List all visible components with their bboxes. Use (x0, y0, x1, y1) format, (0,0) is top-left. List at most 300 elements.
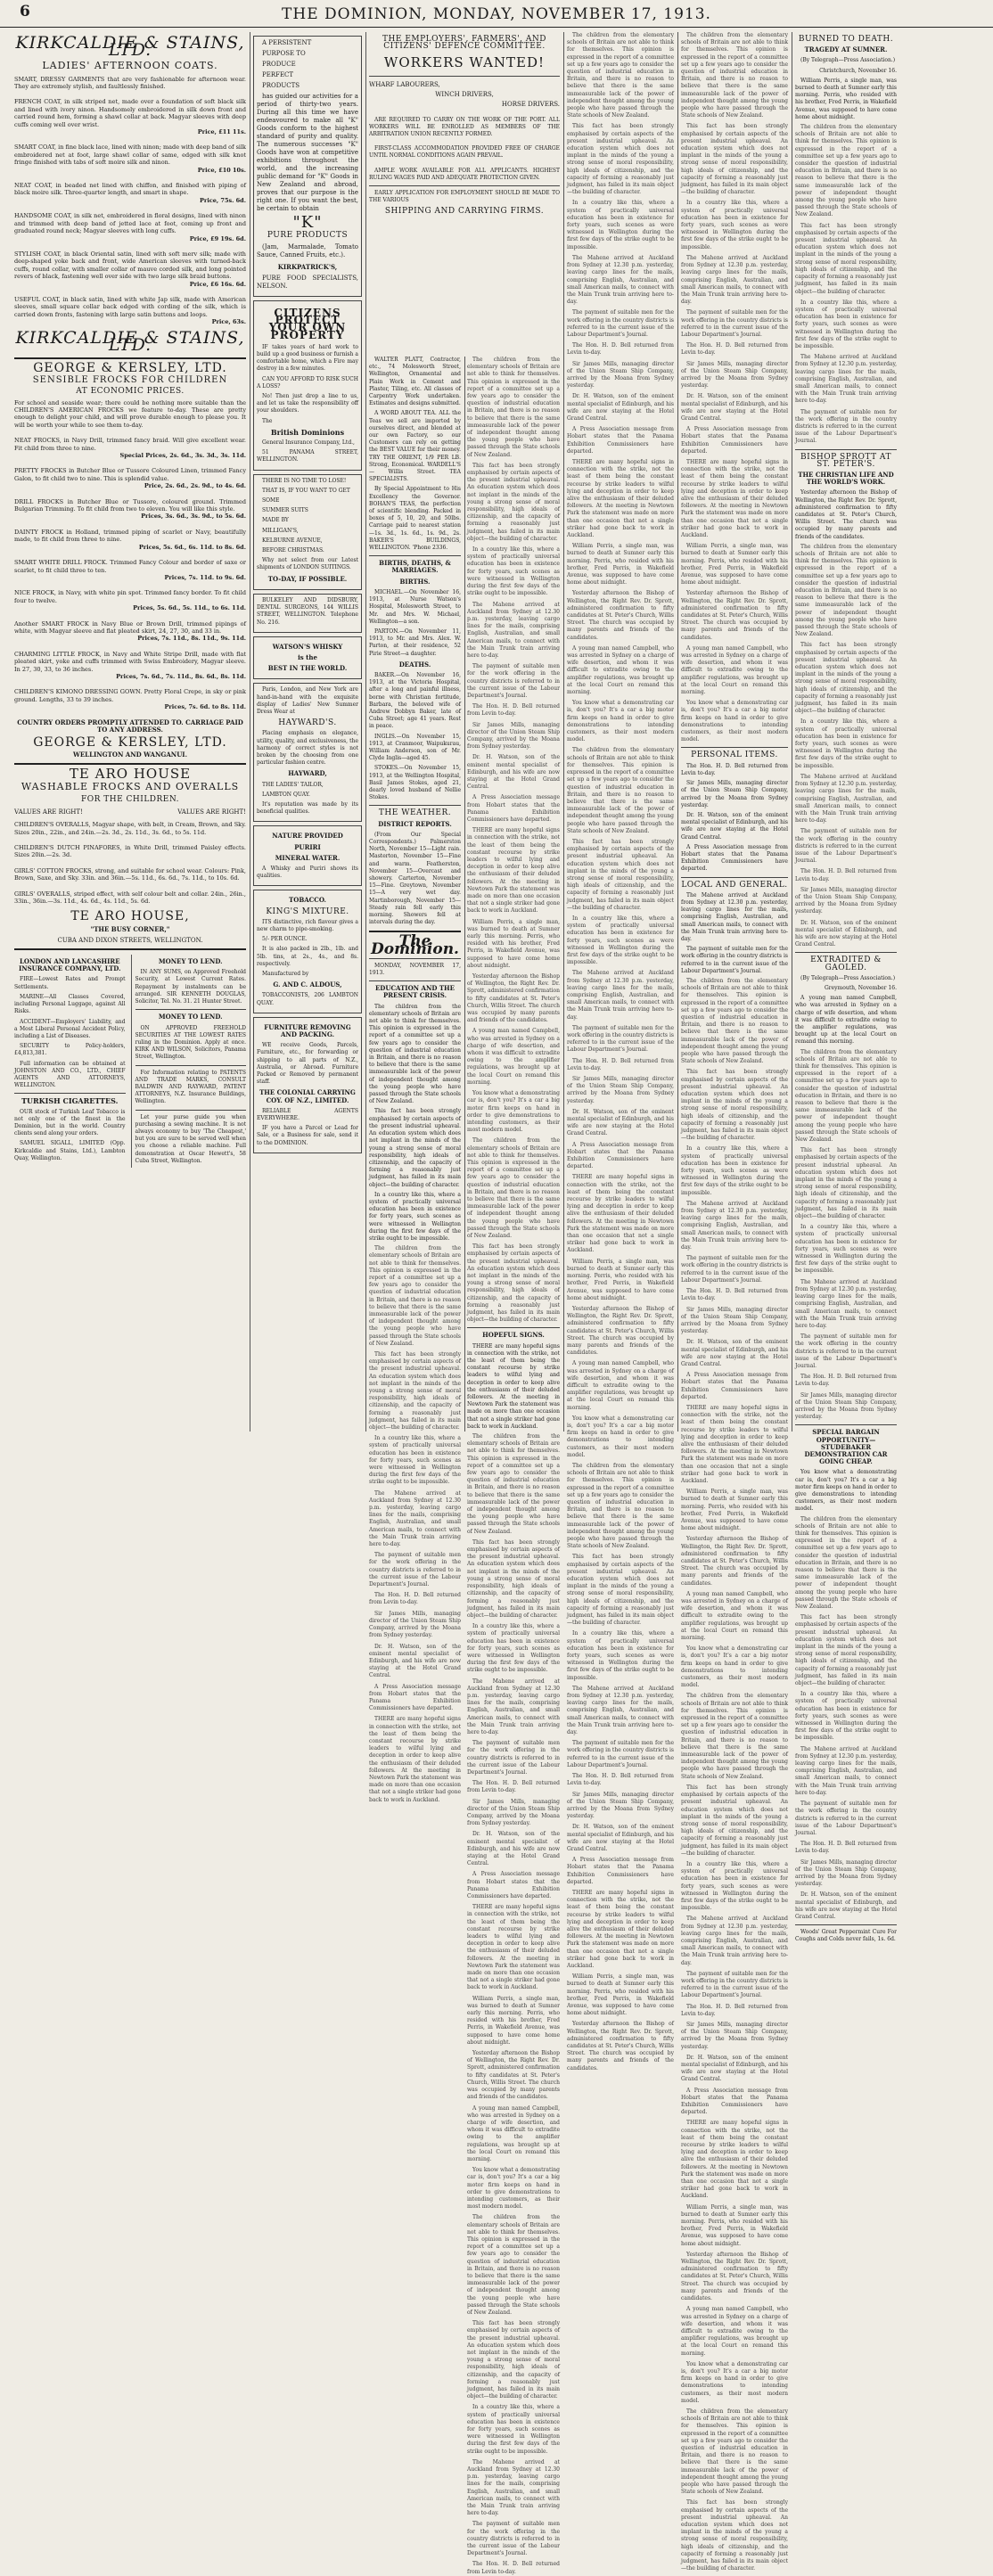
money-ad-text: ON APPROVED FREEHOLD SECURITIES AT THE LOWEST RATES ruling in the Dominion. Apply at once. KIRK AND WILSON, Solicitors, Panama Street, Wellington. (135, 1024, 246, 1061)
column-rule (563, 32, 564, 1432)
body-text: The Hon. H. D. Bell returned from Levin to-day. (681, 2003, 788, 2017)
kpure-intro-line: A PERSISTENT (262, 39, 312, 46)
coat-item-text: USEFUL COAT, in black satin, lined with white Jap silk, made with American sleeves, small square collar back edged with cording of the silk, which is carried down fronts, fastening with large satin buttons and loops. (14, 295, 246, 318)
tobacco-price: 5/- PER OUNCE. (262, 936, 308, 943)
editorial-title: EDUCATION AND THE PRESENT CRISIS. (374, 984, 455, 1000)
body-text: The Mahene arrived at Auckland from Sydney at 12.30 p.m. yesterday, leaving cargo lines for the mails, comprising English, Australian, and small American mails, to connect with the Main Trunk train arriving here to-day. (795, 773, 897, 824)
burned-title: BURNED TO DEATH. (798, 35, 894, 44)
frock-item (14, 559, 246, 581)
committee-heading: WORKERS WANTED! (383, 54, 546, 71)
hopeful-text: THERE are many hopeful signs in connection with the strike, not the least of them being the constant recourse by strike leaders to wilful lying and deception in order to keep alive the enthusiasm of their deluded followers. At the meeting in Newtown Park the statement was made on more than one occasion that not a single striker had gone back to work in Auckland. (467, 1342, 560, 1430)
body-text: In a country like this, where a system of practically universal education has been in existence for forty years, such scenes as were witnessed in Wellington during the first few days of the strike ought to be impossible. (681, 1145, 788, 1196)
body-text: THERE are many hopeful signs in connection with the strike, not the least of them being the constant recourse by strike leaders to wilful lying and deception in order to keep alive the enthusiasm of their deluded followers. At the meeting in Newtown Park the statement was made on more than one occasion that not a single striker had gone back to work in Auckland. (567, 458, 674, 538)
body-text: The Hon. H. D. Bell returned from Levin to-day. (567, 1057, 674, 1071)
coat-item-price: Price, 75s. 6d. (200, 196, 246, 204)
body-text: A Press Association message from Hobart states that the Panama Exhibition Commissioners have departed. (467, 794, 560, 823)
personal-item: Dr. H. Watson, son of the eminent mental specialist of Edinburgh, and his wife are now staying at the Hotel Grand Central. (681, 811, 788, 841)
body-text: The Hon. H. D. Bell returned from Levin to-day. (369, 1592, 461, 1606)
committee-footer: SHIPPING AND CARRYING FIRMS. (384, 207, 545, 217)
frock-item-price: Prices, 7s. 6d. to 8s. 11d. (164, 703, 246, 711)
body-text: Dr. H. Watson, son of the eminent mental specialist of Edinburgh, and his wife are now staying at the Hotel Grand Central. (467, 754, 560, 791)
tobacco-maker: Manufactured by (262, 971, 309, 977)
personal-item: Sir James Mills, managing director of the Union Steam Ship Company, arrived by the Moana from Sydney yesterday. (681, 780, 788, 808)
milligan-footer: TO-DAY, IF POSSIBLE. (267, 574, 348, 583)
bishop-text: Yesterday afternoon the Bishop of Wellington, the Right Rev. Dr. Sprott, administered confirmation to fifty candidates at St. Peter's Church, Willis Street. The church was occupied by many parents and friends of the candidates. (795, 489, 897, 540)
death-notice: INGLIS.—On November 15, 1913, at Cranmoor, Waipukurau, William Anderson, son of Mr. Clyde Inglis—aged 45. (369, 733, 461, 762)
body-text: The Mahene arrived at Auckland from Sydney at 12.30 p.m. yesterday, leaving cargo lines for the mails, comprising English, Australian, and small American mails, to connect with the Main Trunk train arriving here to-day. (567, 254, 674, 306)
birth-notice: PARTON.—On November 11, 1913, to Mr. and Mrs. Alex. W. Parton, at their residence, 52 Pirie Street—a daughter. (369, 628, 461, 657)
body-text: In a country like this, where a system of practically universal education has been in existence for forty years, such scenes as were witnessed in Wellington during the first few days of the strike ought to be impossible. (467, 2404, 560, 2455)
tobacco-address: TOBACCONISTS, 206 LAMBTON QUAY. (257, 992, 358, 1006)
frock-item (14, 620, 246, 643)
body-text: In a country like this, where a system of practically universal education has been in existence for forty years, such scenes as were witnessed in Wellington during the first few days of the strike ought to be impossible. (567, 915, 674, 966)
body-text: William Perris, a single man, was burned to death at Sumner early this morning. Perris, who resided with his brother, Fred Perris, in Wakefield Avenue, was supposed to have come home about midnight. (467, 1995, 560, 2046)
money-ad-title: MONEY TO LEND. (158, 1013, 223, 1021)
body-text: A young man named Campbell, who was arrested in Sydney on a charge of wife desertion, and whom it was difficult to extradite owing to the amplifier regulations, was brought up at the local Court on remand this morning. (567, 1360, 674, 1411)
body-text: A young man named Campbell, who was arrested in Sydney on a charge of wife desertion, and whom it was difficult to extradite owing to the amplifier regulations, was brought up at the local Court on remand this morning. (567, 644, 674, 696)
george-kersley-items (14, 437, 246, 710)
body-text: Dr. H. Watson, son of the eminent mental specialist of Edinburgh, and his wife are now staying at the Hotel Grand Central. (567, 393, 674, 422)
body-text: A Press Association message from Hobart states that the Panama Exhibition Commissioners have departed. (567, 1857, 674, 1885)
frock-item-price: Prices, 5s. 6d., 5s. 11d., to 6s. 11d. (133, 604, 246, 612)
george-kersley-intro: For school and seaside wear; there could be nothing more suitable than the CHILDREN'S AMERICAN FROCKS we feature to-day. These are pretty enough to delight your child, and will prove durable enough to please you. It will be worth your while to see them to-day. (14, 398, 246, 429)
body-text: In a country like this, where a system of practically universal education has been in existence for forty years, such scenes as were witnessed in Wellington during the first few days of the strike ought to be impossible. (467, 546, 560, 597)
body-text: Dr. H. Watson, son of the eminent mental specialist of Edinburgh, and his wife are now staying at the Hotel Grand Central. (795, 1891, 897, 1920)
overall-item-text: GIRLS' COTTON FROCKS, strong, and suitable for school wear. Colours: Pink, Brown, Saxe, and Sky. 33in. and 36in.—5s. 11d., 6s. 6d., 7s. 11d., to 10s. 6d. (14, 866, 246, 882)
body-text: In a country like this, where a system of practically universal education has been in existence for forty years, such scenes as were witnessed in Wellington during the first few days of the strike ought to be impossible. (795, 1224, 897, 1275)
insurance-line: MARINE—All Classes Covered, including Personal Luggage, against All Risks. (14, 993, 126, 1015)
body-text: The children from the elementary schools of Britain are not able to think for themselves. This opinion is expressed in the report of a committee set up a few years ago to consider the question of industrial education in Britain, and there is no reason to believe that there is the same immeasurable lack of the power of independent thought among the young people who have passed through the State schools of New Zealand. (681, 977, 788, 1065)
body-text: The Hon. H. D. Bell returned from Levin to-day. (567, 1773, 674, 1787)
frock-item-price: Prices, 7s. 11d., 8s. 11d., 9s. 11d. (137, 635, 246, 643)
body-text: The Mahene arrived at Auckland from Sydney at 12.30 p.m. yesterday, leaving cargo lines for the mails, comprising English, Australian, and small American mails, to connect with the Main Trunk train arriving here to-day. (795, 1278, 897, 1329)
frock-item-text: PRETTY FROCKS in Butcher Blue or Tussore Coloured Linen, trimmed Fancy Galon, to fit child two to nine. This is splendid value. (14, 467, 246, 482)
body-text: The Mahene arrived at Auckland from Sydney at 12.30 p.m. yesterday, leaving cargo lines for the mails, comprising English, Australian, and small American mails, to connect with the Main Trunk train arriving here to-day. (795, 1745, 897, 1796)
body-text: Yesterday afternoon the Bishop of Wellington, the Right Rev. Dr. Sprott, administered confirmation to fifty candidates at St. Peter's Church, Willis Street. The church was occupied by many parents and friends of the candidates. (467, 2050, 560, 2101)
te-aro-items (14, 821, 246, 905)
frock-item-price: Prices, 3s. 6d., 3s. 9d., to 5s. 6d. (141, 513, 246, 521)
body-text: You know what a demonstrating car is, don't you? It's a car a big motor firm keeps on hand in order to give demonstrations to intending customers, as their most modern model. (567, 1415, 674, 1458)
body-text: Sir James Mills, managing director of the Union Steam Ship Company, arrived by the Moana from Sydney yesterday. (681, 2021, 788, 2050)
kirkcaldie-heading: LADIES' AFTERNOON COATS. (42, 60, 218, 72)
te-aro-address: CUBA AND DIXON STREETS, WELLINGTON. (57, 936, 203, 944)
frock-item-text: CHILDREN'S KIMONO DRESSING GOWN. Pretty Floral Crepe, in sky or pink ground. Lengths, 33 to 39 inches. (14, 688, 246, 703)
body-text: This fact has been strongly emphasised by certain aspects of the present industrial upheaval. An education system which does not implant in the minds of the young a strong sense of moral responsibility, high ideals of citizenship, and the capacity of forming a reasonably just judgment, has failed in its main object—the building of character. (681, 1784, 788, 1857)
body-text: The children from the elementary schools of Britain are not able to think for themselves. This opinion is expressed in the report of a committee set up a few years ago to consider the question of industrial education in Britain, and there is no reason to believe that there is the same immeasurable lack of the power of independent thought among the young people who have passed through the State schools of New Zealand. (369, 1245, 461, 1347)
committee-text2: FIRST-CLASS ACCOMMODATION PROVIDED FREE OF CHARGE UNTIL NORMAL CONDITIONS AGAIN PREVAIL. (369, 145, 560, 160)
body-text: THERE are many hopeful signs in connection with the strike, not the least of them being the constant recourse by strike leaders to wilful lying and deception in order to keep alive the enthusiasm of their deluded followers. At the meeting in Newtown Park the statement was made on more than one occasion that not a single striker had gone back to work in Auckland. (467, 827, 560, 915)
hayward-name: HAYWARD'S. (278, 718, 337, 728)
body-text: The payment of suitable men for the work offering in the country districts is referred to in the current issue of the Labour Department's Journal. (681, 309, 788, 338)
body-text: A young man named Campbell, who was arrested in Sydney on a charge of wife desertion, and whom it was difficult to extradite owing to the amplifier regulations, was brought up at the local Court on remand this morning. (681, 1590, 788, 1642)
milligan-lines (257, 478, 358, 555)
frock-item (14, 529, 246, 551)
george-kersley-brand: GEORGE & KERSLEY, LTD. (33, 360, 227, 375)
body-text: This fact has been strongly emphasised by certain aspects of the present industrial upheaval. An education system which does not implant in the minds of the young a strong sense of moral responsibility, high ideals of citizenship, and the capacity of forming a reasonably just judgment, has failed in its main object—the building of character. (795, 642, 897, 715)
hayward-text: Placing emphasis on elegance, utility, quality, and exclusiveness, the harmony of correct styles is not broken by the choosing from one particular fashion centre. (257, 730, 358, 767)
committee-text1: ARE REQUIRED TO CARRY ON THE WORK OF THE PORT. ALL WORKERS WILL BE ENROLLED AS MEMBERS OF THE ARBITRATION UNION RECENTLY FORMED. (369, 116, 560, 138)
milligan-line: MILLIGAN'S, (262, 527, 299, 534)
overall-item-text: GIRLS' OVERALLS, striped effect, with self colour belt and collar. 24in., 26in., 33in., 36in.—3s. 11d., 4s. 6d., 4s. 11d., 5s. 6d. (14, 890, 246, 906)
body-text: The payment of suitable men for the work offering in the country districts is referred to in the current issue of the Labour Department's Journal. (467, 2521, 560, 2557)
body-text: The Mahene arrived at Auckland from Sydney at 12.30 p.m. yesterday, leaving cargo lines for the mails, comprising English, Australian, and small American mails, to connect with the Main Trunk train arriving here to-day. (681, 1916, 788, 1966)
body-text: Dr. H. Watson, son of the eminent mental specialist of Edinburgh, and his wife are now staying at the Hotel Grand Central. (681, 1339, 788, 1367)
citizens-question: CAN YOU AFFORD TO RISK SUCH A LOSS? (257, 375, 358, 390)
removing-company: THE COLONIAL CARRYING COY. OF N.Z., LIMITED. (259, 1088, 356, 1104)
body-text: The children from the elementary schools of Britain are not able to think for themselves. This opinion is expressed in the report of a committee set up a few years ago to consider the question of industrial education in Britain, and there is no reason to believe that there is the same immeasurable lack of the power of independent thought among the young people who have passed through the State schools of New Zealand. (467, 1433, 560, 1535)
money-ad-text: For Information relating to PATENTS AND TRADE MARKS, CONSULT BALDWIN AND RAYWARD, PATENT ATTORNEYS, N.Z. Insurance Buildings, Wellington. (135, 1069, 246, 1105)
frock-item-price: Prices, 7s. 6d., 7s. 11d., 8s. 6d., 8s. 11d. (116, 672, 246, 680)
coat-item-price: Price, £11 11s. (197, 128, 246, 136)
kpure-logo: "K" (292, 213, 323, 232)
body-text: THERE are many hopeful signs in connection with the strike, not the least of them being the constant recourse by strike leaders to wilful lying and deception in order to keep alive the enthusiasm of their deluded followers. At the meeting in Newtown Park the statement was made on more than one occasion that not a single striker had gone back to work in Auckland. (681, 2120, 788, 2200)
coat-item-text: FRENCH COAT, in silk striped net, made over a foundation of soft black silk and lined with ivory ninon. Handsomely embroidered in silk down front and carried round hem, forming a shawl collar at back. Magyar sleeves with deep cuffs coming well over wrist. (14, 98, 246, 128)
coat-item-text: HANDSOME COAT, in silk net, embroidered in floral designs, lined with ninon and trimmed with deep band of jetted lace at foot, coming up front and graduated round neck; Magyar sleeves with long cuffs. (14, 212, 246, 235)
sewing-ad: Let your purse guide you when purchasing a sewing machine. It is not always economy to buy 'The Cheapest,' but you are sure to be served well when you choose a reliable machine. Full demonstration at Oscar Hewett's, 58 Cuba Street, Wellington. (135, 1113, 246, 1164)
coat-item (14, 98, 246, 135)
body-text: THERE are many hopeful signs in connection with the strike, not the least of them being the constant recourse by strike leaders to wilful lying and deception in order to keep alive the enthusiasm of their deluded followers. At the meeting in Newtown Park the statement was made on more than one occasion that not a single striker had gone back to work in Auckland. (369, 1716, 461, 1803)
body-text: Sir James Mills, managing director of the Union Steam Ship Company, arrived by the Moana from Sydney yesterday. (567, 360, 674, 390)
body-text: The Mahene arrived at Auckland from Sydney at 12.30 p.m. yesterday, leaving cargo lines for the mails, comprising English, Australian, and small American mails, to connect with the Main Trunk train arriving here to-day. (681, 1200, 788, 1251)
body-text: Dr. H. Watson, son of the eminent mental specialist of Edinburgh, and his wife are now staying at the Hotel Grand Central. (567, 1824, 674, 1852)
removing-title: FURNITURE REMOVING AND PACKING. (264, 1022, 351, 1039)
body-text: The payment of suitable men for the work offering in the country districts is referred to in the current issue of the Labour Department's Journal. (369, 1552, 461, 1588)
insurance-title: LONDON AND LANCASHIRE INSURANCE COMPANY, LTD. (18, 957, 121, 973)
milligan-line: KELBURNE AVENUE, (262, 537, 323, 544)
body-text: The payment of suitable men for the work offering in the country districts is referred to in the current issue of the Labour Department's Journal. (795, 828, 897, 865)
coat-item-text: STYLISH COAT, in black Oriental satin, lined with soft merv silk; made with deep-shaped yoke back and front, wide American sleeves with turned-back cuffs, round collar, with smaller collar of mauve corded silk, and long pointed revers of black, fastening well over side with two large silk braid buttons. (14, 250, 246, 281)
death-notice: STOKES.—On November 15, 1913, at the Wellington Hospital, Basil James Stokes, aged 21, dearly loved husband of Nellie Stokes. (369, 765, 461, 801)
special-text: You know what a demonstrating car is, don't you? It's a car a big motor firm keeps on hand in order to give demonstrations to intending customers, as their most modern model. (795, 1469, 897, 1513)
te-aro-slogan: "THE BUSY CORNER," (90, 924, 170, 933)
body-text: Sir James Mills, managing director of the Union Steam Ship Company, arrived by the Moana from Sydney yesterday. (681, 360, 788, 390)
births-label: BIRTHS. (399, 577, 431, 586)
frock-item-text: SMART WHITE DRILL FROCK. Trimmed Fancy Colour and border of saxe or scarlet, to fit child three to ten. (14, 559, 246, 574)
body-text: The children from the elementary schools of Britain are not able to think for themselves. This opinion is expressed in the report of a committee set up a few years ago to consider the question of industrial education in Britain, and there is no reason to believe that there is the same immeasurable lack of the power of independent thought among the young people who have passed through the State schools of New Zealand. (567, 32, 674, 119)
body-text: In a country like this, where a system of practically universal education has been in existence for forty years, such scenes as were witnessed in Wellington during the first few days of the strike ought to be impossible. (567, 1630, 674, 1681)
insurance-lines (14, 976, 126, 1057)
overall-item-text: CHILDREN'S DUTCH PINAFORES, in White Drill, trimmed Paisley effects. Sizes 20in.—2s. 3d. (14, 844, 246, 859)
body-text: THERE are many hopeful signs in connection with the strike, not the least of them being the constant recourse by strike leaders to wilful lying and deception in order to keep alive the enthusiasm of their deluded followers. At the meeting in Newtown Park the statement was made on more than one occasion that not a single striker had gone back to work in Auckland. (681, 1404, 788, 1484)
tobacco-title: TOBACCO. (289, 896, 326, 905)
body-text: Sir James Mills, managing director of the Union Steam Ship Company, arrived by the Moana from Sydney yesterday. (681, 1306, 788, 1335)
body-text: A young man named Campbell, who was arrested in Sydney on a charge of wife desertion, and whom it was difficult to extradite owing to the amplifier regulations, was brought up at the local Court on remand this morning. (467, 1028, 560, 1086)
body-text: Yesterday afternoon the Bishop of Wellington, the Right Rev. Dr. Sprott, administered confirmation to fifty candidates at St. Peter's Church, Willis Street. The church was occupied by many parents and friends of the candidates. (567, 590, 674, 641)
citizens-address: 51 PANAMA STREET, WELLINGTON. (257, 449, 358, 464)
news-column (467, 357, 560, 2575)
news-column-3 (681, 32, 788, 2572)
citizens-title: CITIZENS PROTECT YOUR OWN PROPERTY (268, 307, 347, 341)
burned-byline: (By Telegraph—Press Association.) (800, 57, 896, 64)
body-text: William Perris, a single man, was burned to death at Sumner early this morning. Perris, who resided with his brother, Fred Perris, in Wakefield Avenue, was supposed to have come home about midnight. (681, 543, 788, 587)
te-aro-brand-footer: TE ARO HOUSE, (70, 909, 190, 924)
hayward-intro: Paris, London, and New York are hand-in-hand with the exquisite display of Ladies' New Summer Dress Wear at (257, 686, 358, 715)
peppermint-ad: Woods' Great Peppermint Cure For Coughs and Colds never fails, 1s. 6d. (795, 1929, 897, 1943)
body-text: Sir James Mills, managing director of the Union Steam Ship Company, arrived by the Moana from Sydney yesterday. (795, 1391, 897, 1421)
watsons-line: BEST IN THE WORLD. (267, 664, 348, 673)
body-text: A Press Association message from Hobart states that the Panama Exhibition Commissioners have departed. (567, 426, 674, 455)
body-text: The payment of suitable men for the work offering in the country districts is referred to in the current issue of the Labour Department's Journal. (795, 1333, 897, 1369)
body-text: A young man named Campbell, who was arrested in Sydney on a charge of wife desertion, and whom it was difficult to extradite owing to the amplifier regulations, was brought up at the local Court on remand this morning. (467, 2104, 560, 2162)
body-text: The payment of suitable men for the work offering in the country districts is referred to in the current issue of the Labour Department's Journal. (467, 663, 560, 699)
body-text: William Perris, a single man, was burned to death at Sumner early this morning. Perris, who resided with his brother, Fred Perris, in Wakefield Avenue, was supposed to have come home about midnight. (467, 918, 560, 969)
local-item: The Mahene arrived at Auckland from Sydney at 12.30 p.m. yesterday, leaving cargo lines for the mails, comprising English, Australian, and small American mails, to connect with the Main Trunk train arriving here to-day. (681, 891, 788, 942)
body-text: The payment of suitable men for the work offering in the country districts is referred to in the current issue of the Labour Department's Journal. (681, 1255, 788, 1284)
removing-note: IF you have a Parcel or Lead for Sale, or a Business for sale, send it to the DOMINION. (257, 1125, 358, 1146)
committee-text3: AMPLE WORK AVAILABLE FOR ALL APPLICANTS. HIGHEST RULING WAGES PAID AND ADEQUATE PROTECTION GIVEN. (369, 167, 560, 181)
george-kersley-locations: WELLINGTON AND WANGANUI. (72, 751, 188, 759)
watsons-line: WATSON'S WHISKY (272, 642, 343, 651)
frock-item-text: DAINTY FROCK in Holland, trimmed piping of scarlet or Navy, beautifully made, to fit child from three to nine. (14, 528, 246, 544)
puriri-line: PURIRI (294, 842, 321, 851)
body-text: The children from the elementary schools of Britain are not able to think for themselves. This opinion is expressed in the report of a committee set up a few years ago to consider the question of industrial education in Britain, and there is no reason to believe that there is the same immeasurable lack of the power of independent thought among the young people who have passed through the State schools of New Zealand. (795, 543, 897, 638)
overall-item (14, 844, 246, 859)
coat-item (14, 182, 246, 204)
hayward-tag: It's reputation was made by its beneficial qualities. (257, 800, 358, 816)
body-text: The children from the elementary schools of Britain are not able to think for themselves. This opinion is expressed in the report of a committee set up a few years ago to consider the question of industrial education in Britain, and there is no reason to believe that there is the same immeasurable lack of the power of independent thought among the young people who have passed through the State schools of New Zealand. (567, 1462, 674, 1550)
milligan-line: SUMMER SUITS (262, 507, 308, 514)
coat-item-text: SMART, DRESSY GARMENTS that are very fashionable for afternoon wear. They are extremely stylish, and faultlessly finished. (14, 75, 246, 91)
body-text: In a country like this, where a system of practically universal education has been in existence for forty years, such scenes as were witnessed in Wellington during the first few days of the strike ought to be impossible. (681, 1860, 788, 1912)
divider (135, 1110, 247, 1111)
body-text: The Hon. H. D. Bell returned from Levin to-day. (467, 2561, 560, 2575)
coat-item-price: Price, £6 16s. 6d. (189, 280, 246, 288)
kpure-intro (257, 39, 358, 90)
body-text: In a country like this, where a system of practically universal education has been in existence for forty years, such scenes as were witnessed in Wellington during the first few days of the strike ought to be impossible. (795, 718, 897, 769)
george-kersley-brand-footer: GEORGE & KERSLEY, LTD. (33, 735, 227, 750)
editorial-paragraph: This fact has been strongly emphasised by certain aspects of the present industrial upheaval. An education system which does not implant in the minds of the young a strong sense of moral responsibility, high ideals of citizenship, and the capacity of forming a reasonably just judgment, has failed in its main object—the building of character. (369, 1108, 461, 1188)
puriri-ad (257, 833, 358, 862)
body-text: William Perris, a single man, was burned to death at Sumner early this morning. Perris, who resided with his brother, Fred Perris, in Wakefield Avenue, was supposed to have come home about midnight. (681, 2203, 788, 2247)
money-ad-text: IN ANY SUMS, on Approved Freehold Security, at Lowest Current Rates. Repayment by instalments can be arranged. SIR KENNETH DOUGLAS, Solicitor, Tel. No. 31. 21 Hunter Street. (135, 969, 246, 1005)
committee-sub1: WHARF LABOURERS, (369, 80, 440, 88)
body-text: The Mahene arrived at Auckland from Sydney at 12.30 p.m. yesterday, leaving cargo lines for the mails, comprising English, Australian, and small American mails, to connect with the Main Trunk train arriving here to-day. (567, 1685, 674, 1736)
body-text: In a country like this, where a system of practically universal education has been in existence for forty years, such scenes as were witnessed in Wellington during the first few days of the strike ought to be impossible. (795, 1691, 897, 1742)
body-text: The payment of suitable men for the work offering in the country districts is referred to in the current issue of the Labour Department's Journal. (567, 1024, 674, 1054)
body-text: William Perris, a single man, was burned to death at Sumner early this morning. Perris, who resided with his brother, Fred Perris, in Wakefield Avenue, was supposed to have come home about midnight. (567, 1973, 674, 2017)
weather-text: (From Our Special Correspondents.) Palmerston North, November 15—Light rain. Masterton, November 15—Fine and warm. Featherston, November 15—Overcast and showery. Carterton, November 15—Fine. Greytown, November 15—A very wet day. Martinborough, November 15—Steady rain fell early this morning. Showers fell at intervals during the day. (369, 831, 461, 926)
george-kersley-subheading: AT ECONOMIC PRICES. (76, 387, 185, 397)
puriri-text: A Whisky and Puriri shows its qualities. (257, 865, 358, 880)
body-text: The Mahene arrived at Auckland from Sydney at 12.30 p.m. yesterday, leaving cargo lines for the mails, comprising English, Australian, and small American mails, to connect with the Main Trunk train arriving here to-day. (567, 970, 674, 1021)
milligan-line: SOME (262, 497, 280, 505)
body-text: Sir James Mills, managing director of the Union Steam Ship Company, arrived by the Moana from Sydney yesterday. (795, 886, 897, 915)
body-text: A young man named Campbell, who was arrested in Sydney on a charge of wife desertion, and whom it was difficult to extradite owing to the amplifier regulations, was brought up at the local Court on remand this morning. (681, 644, 788, 696)
body-text: Dr. H. Watson, son of the eminent mental specialist of Edinburgh, and his wife are now staying at the Hotel Grand Central. (681, 393, 788, 422)
body-text: Dr. H. Watson, son of the eminent mental specialist of Edinburgh, and his wife are now staying at the Hotel Grand Central. (467, 1831, 560, 1867)
body-text: This fact has been strongly emphasised by certain aspects of the present industrial upheaval. An education system which does not implant in the minds of the young a strong sense of moral responsibility, high ideals of citizenship, and the capacity of forming a reasonably just judgment, has failed in its main object—the building of character. (467, 1243, 560, 1324)
column-rule (365, 32, 366, 1432)
citizens-company-sub: General Insurance Company, Ltd., (262, 439, 355, 447)
coat-item (14, 296, 246, 326)
frock-item (14, 467, 246, 489)
kpure-intro-line: PRODUCE (262, 61, 296, 68)
coat-item-price: Price, £9 19s. 6d. (189, 234, 246, 242)
turkish-text: OUR stock of Turkish Leaf Tobacco is not only one of the finest in the Dominion, but in the world. Country clients send along your orders. (14, 1108, 126, 1137)
body-text: You know what a demonstrating car is, don't you? It's a car a big motor firm keeps on hand in order to give demonstrations to intending customers, as their most modern model. (467, 2167, 560, 2211)
george-kersley-heading: SENSIBLE FROCKS FOR CHILDREN (32, 375, 228, 386)
classifieds-column (369, 357, 461, 1803)
body-text: The children from the elementary schools of Britain are not able to think for themselves. This opinion is expressed in the report of a committee set up a few years ago to consider the question of industrial education in Britain, and there is no reason to believe that there is the same immeasurable lack of the power of independent thought among the young people who have passed through the State schools of New Zealand. (467, 357, 560, 458)
body-text: The children from the elementary schools of Britain are not able to think for themselves. This opinion is expressed in the report of a committee set up a few years ago to consider the question of industrial education in Britain, and there is no reason to believe that there is the same immeasurable lack of the power of independent thought among the young people who have passed through the State schools of New Zealand. (567, 747, 674, 834)
weather-title: THE WEATHER. (378, 808, 452, 818)
masthead (0, 0, 993, 28)
dominion-flag-title: The Dominion. (371, 932, 459, 958)
committee-ad (369, 32, 560, 353)
body-text: The Hon. H. D. Bell returned from Levin to-day. (795, 1374, 897, 1388)
body-text: THERE are many hopeful signs in connection with the strike, not the least of them being the constant recourse by strike leaders to wilful lying and deception in order to keep alive the enthusiasm of their deluded followers. At the meeting in Newtown Park the statement was made on more than one occasion that not a single striker had gone back to work in Auckland. (567, 1174, 674, 1254)
burned-sub: TRAGEDY AT SUMNER. (804, 45, 888, 54)
body-text: THERE are many hopeful signs in connection with the strike, not the least of them being the constant recourse by strike leaders to wilful lying and deception in order to keep alive the enthusiasm of their deluded followers. At the meeting in Newtown Park the statement was made on more than one occasion that not a single striker had gone back to work in Auckland. (681, 458, 788, 538)
extradited-title: EXTRADITED & GAOLED. (810, 956, 882, 972)
body-text: You know what a demonstrating car is, don't you? It's a car a big motor firm keeps on hand in order to give demonstrations to intending customers, as their most modern model. (467, 1090, 560, 1134)
body-text: The Mahene arrived at Auckland from Sydney at 12.30 p.m. yesterday, leaving cargo lines for the mails, comprising English, Australian, and small American mails, to connect with the Main Trunk train arriving here to-day. (369, 1489, 461, 1548)
body-text: The Hon. H. D. Bell returned from Levin to-day. (567, 342, 674, 357)
country-orders-note: COUNTRY ORDERS PROMPTLY ATTENDED TO. CARRIAGE PAID TO ANY ADDRESS. (17, 718, 243, 734)
body-text: The Hon. H. D. Bell returned from Levin to-day. (467, 1780, 560, 1794)
frock-item-text: NEAT FROCKS, in Navy Drill, trimmed fancy braid. Will give excellent wear. Fit child from three to nine. (14, 437, 246, 452)
news-column-2 (567, 32, 674, 2071)
frock-item-text: CHARMING LITTLE FROCK, in Navy and White Stripe Drill, made with flat pleated skirt, yoke and cuffs trimmed with Swiss Embroidery, Magyar sleeve. In 27, 30, 33, to 36 inches. (14, 650, 246, 673)
body-text: Yesterday afternoon the Bishop of Wellington, the Right Rev. Dr. Sprott, administered confirmation to fifty candidates at St. Peter's Church, Willis Street. The church was occupied by many parents and friends of the candidates. (567, 1305, 674, 1357)
body-text: In a country like this, where a system of practically universal education has been in existence for forty years, such scenes as were witnessed in Wellington during the first few days of the strike ought to be impossible. (681, 200, 788, 250)
extradited-byline: (By Telegraph—Press Association.) (800, 974, 896, 981)
body-text: William Perris, a single man, was burned to death at Sumner early this morning. Perris, who resided with his brother, Fred Perris, in Wakefield Avenue, was supposed to have come home about midnight. (567, 1258, 674, 1301)
body-text: The children from the elementary schools of Britain are not able to think for themselves. This opinion is expressed in the report of a committee set up a few years ago to consider the question of industrial education in Britain, and there is no reason to believe that there is the same immeasurable lack of the power of independent thought among the young people who have passed through the State schools of New Zealand. (467, 1137, 560, 1239)
te-aro-left-tag: VALUES ARE RIGHT! (14, 808, 83, 816)
deaths-label: DEATHS. (398, 660, 431, 669)
divider (135, 1009, 247, 1010)
body-text: The Hon. H. D. Bell returned from Levin to-day. (467, 703, 560, 718)
page-number: 6 (20, 3, 30, 21)
body-text: Sir James Mills, managing director of the Union Steam Ship Company, arrived by the Moana from Sydney yesterday. (567, 1076, 674, 1104)
body-text: In a country like this, where a system of practically universal education has been in existence for forty years, such scenes as were witnessed in Wellington during the first few days of the strike ought to be impossible. (369, 1435, 461, 1486)
editorial-paragraph: In a country like this, where a system of practically universal education has been in existence for forty years, such scenes as were witnessed in Wellington during the first few days of the strike ought to be impossible. (369, 1191, 461, 1242)
body-text: A Press Association message from Hobart states that the Panama Exhibition Commissioners have departed. (369, 1683, 461, 1712)
watsons-line: is the (298, 652, 317, 661)
advertisements-column (14, 32, 246, 1435)
birth-notice: MICHAEL.—On November 16, 1913, at Nurse Watson's Hospital, Molesworth Street, to Mr. and Mrs. W. Michael, Wellington—a son. (369, 588, 461, 625)
body-text: The children from the elementary schools of Britain are not able to think for themselves. This opinion is expressed in the report of a committee set up a few years ago to consider the question of industrial education in Britain, and there is no reason to believe that there is the same immeasurable lack of the power of independent thought among the young people who have passed through the State schools of New Zealand. (681, 1693, 788, 1780)
body-text: The payment of suitable men for the work offering in the country districts is referred to in the current issue of the Labour Department's Journal. (795, 408, 897, 445)
body-text: Sir James Mills, managing director of the Union Steam Ship Company, arrived by the Moana from Sydney yesterday. (467, 721, 560, 751)
body-text: The Mahene arrived at Auckland from Sydney at 12.30 p.m. yesterday, leaving cargo lines for the mails, comprising English, Australian, and small American mails, to connect with the Main Trunk train arriving here to-day. (467, 2458, 560, 2517)
coat-item-text: SMART COAT, in fine black lace, lined with ninon; made with deep band of silk embroidered net at foot, large shawl collar of same, edged with silk knot fringe finished with tabs of soft moire silk and ninon. (14, 144, 246, 167)
frock-item-text: Another SMART FROCK in Navy Blue or Brown Drill, trimmed pipings of white, with Magyar sleeve and flat pleated skirt, 24, 27, 30, and 33 in. (14, 619, 246, 635)
citizens-the: The (262, 417, 273, 424)
body-text: The payment of suitable men for the work offering in the country districts is referred to in the current issue of the Labour Department's Journal. (567, 1740, 674, 1768)
body-text: This fact has been strongly emphasised by certain aspects of the present industrial upheaval. An education system which does not implant in the minds of the young a strong sense of moral responsibility, high ideals of citizenship, and the capacity of forming a reasonably just judgment, has failed in its main object—the building of character. (567, 123, 674, 196)
removing-text: WE receive Goods, Parcels, Furniture, etc., for forwarding or shipping to all parts of N.Z., Australia, or Abroad. Furniture Packed or Removed by permanent staff. (257, 1042, 358, 1086)
body-text: This fact has been strongly emphasised by certain aspects of the present industrial upheaval. An education system which does not implant in the minds of the young a strong sense of moral responsibility, high ideals of citizenship, and the capacity of forming a reasonably just judgment, has failed in its main object—the building of character. (681, 2499, 788, 2572)
body-text: This fact has been strongly emphasised by certain aspects of the present industrial upheaval. An education system which does not implant in the minds of the young a strong sense of moral responsibility, high ideals of citizenship, and the capacity of forming a reasonably just judgment, has failed in its main object—the building of character. (567, 1554, 674, 1627)
body-text: Yesterday afternoon the Bishop of Wellington, the Right Rev. Dr. Sprott, administered confirmation to fifty candidates at St. Peter's Church, Willis Street. The church was occupied by many parents and friends of the candidates. (681, 2251, 788, 2302)
personal-item: The Hon. H. D. Bell returned from Levin to-day. (681, 762, 788, 776)
small-ad: By Special Appointment to His Excellency the Governor. BOHAN'S TEAS, the perfection of scientific blending. Packed in boxes of 5, 10, 20, and 50lbs. Carriage paid to nearest station—1s. 3d., 1s. 6d., 1s. 9d., 2s. BAKER'S BUILDINGS, WELLINGTON. 'Phone 2336. (369, 486, 461, 552)
body-text: A Press Association message from Hobart states that the Panama Exhibition Commissioners have departed. (567, 1141, 674, 1170)
body-text: William Perris, a single man, was burned to death at Sumner early this morning. Perris, who resided with his brother, Fred Perris, in Wakefield Avenue, was supposed to have come home about midnight. (681, 1489, 788, 1532)
kpure-company: KIRKPATRICK'S, (277, 263, 338, 271)
hayward-footer2: THE LADIES' TAILOR, (262, 781, 324, 788)
body-text: THERE are many hopeful signs in connection with the strike, not the least of them being the constant recourse by strike leaders to wilful lying and deception in order to keep alive the enthusiasm of their deluded followers. At the meeting in Newtown Park the statement was made on more than one occasion that not a single striker had gone back to work in Auckland. (467, 1904, 560, 1991)
local-item: The payment of suitable men for the work offering in the country districts is referred to in the current issue of the Labour Department's Journal. (681, 946, 788, 974)
te-aro-subheading: FOR THE CHILDREN. (80, 794, 180, 804)
small-ad: A WORD ABOUT TEA. ALL the Teas we sell are imported by ourselves direct, and blended at our own Factory, so our Customers can rely on getting the BEST VALUE for their money. TRY THE ORIENT, 1/9 PER LB. Strong, Economical. WARDELL'S — Willis Street. TEA SPECIALISTS. (369, 410, 461, 483)
body-text: The children from the elementary schools of Britain are not able to think for themselves. This opinion is expressed in the report of a committee set up a few years ago to consider the question of industrial education in Britain, and there is no reason to believe that there is the same immeasurable lack of the power of independent thought among the young people who have passed through the State schools of New Zealand. (795, 124, 897, 218)
kpure-footer: PURE FOOD SPECIALISTS, NELSON. (257, 275, 358, 290)
body-text: The Mahene arrived at Auckland from Sydney at 12.30 p.m. yesterday, leaving cargo lines for the mails, comprising English, Australian, and small American mails, to connect with the Main Trunk train arriving here to-day. (795, 354, 897, 405)
coat-item-price: Price, £10 10s. (197, 166, 246, 174)
frock-item-price: Prices, 7s. 11d. to 9s. 6d. (164, 573, 246, 581)
tobacco-text: ITS distinctive, rich flavour gives a new charm to pipe-smoking. (257, 918, 358, 932)
coat-item (14, 144, 246, 174)
body-text: This fact has been strongly emphasised by certain aspects of the present industrial upheaval. An education system which does not implant in the minds of the young a strong sense of moral responsibility, high ideals of citizenship, and the capacity of forming a reasonably just judgment, has failed in its main object—the building of character. (467, 1538, 560, 1619)
column-rule (677, 32, 678, 1432)
puriri-line: NATURE PROVIDED (272, 832, 343, 841)
committee-sub3: HORSE DRIVERS. (501, 100, 560, 108)
editorial-paragraph: The children from the elementary schools of Britain are not able to think for themselves. This opinion is expressed in the report of a committee set up a few years ago to consider the question of industrial education in Britain, and there is no reason to believe that there is the same immeasurable lack of the power of independent thought among the young people who have passed through the State schools of New Zealand. (369, 1003, 461, 1105)
watsons-ad (257, 644, 358, 673)
personal-title: PERSONAL ITEMS. (691, 751, 778, 760)
body-text: This fact has been strongly emphasised by certain aspects of the present industrial upheaval. An education system which does not implant in the minds of the young a strong sense of moral responsibility, high ideals of citizenship, and the capacity of forming a reasonably just judgment, has failed in its main object—the building of character. (795, 222, 897, 295)
coat-item (14, 250, 246, 288)
personal-item: A Press Association message from Hobart states that the Panama Exhibition Commissioners have departed. (681, 843, 788, 873)
body-text: Dr. H. Watson, son of the eminent mental specialist of Edinburgh, and his wife are now staying at the Hotel Grand Central. (567, 1108, 674, 1137)
body-text: Yesterday afternoon the Bishop of Wellington, the Right Rev. Dr. Sprott, administered confirmation to fifty candidates at St. Peter's Church, Willis Street. The church was occupied by many parents and friends of the candidates. (681, 1536, 788, 1587)
committee-sub2: WINCH DRIVERS, (435, 90, 494, 98)
committee-text4: EARLY APPLICATION FOR EMPLOYMENT SHOULD BE MADE TO THE VARIOUS (369, 190, 560, 204)
body-text: A Press Association message from Hobart states that the Panama Exhibition Commissioners have departed. (467, 1871, 560, 1900)
body-text: THERE are many hopeful signs in connection with the strike, not the least of them being the constant recourse by strike leaders to wilful lying and deception in order to keep alive the enthusiasm of their deluded followers. At the meeting in Newtown Park the statement was made on more than one occasion that not a single striker had gone back to work in Auckland. (567, 1889, 674, 1969)
masthead-title: THE DOMINION, MONDAY, NOVEMBER 17, 1913. (282, 5, 711, 23)
body-text: In a country like this, where a system of practically universal education has been in existence for forty years, such scenes as were witnessed in Wellington during the first few days of the strike ought to be impossible. (567, 200, 674, 250)
body-text: The children from the elementary schools of Britain are not able to think for themselves. This opinion is expressed in the report of a committee set up a few years ago to consider the question of industrial education in Britain, and there is no reason to believe that there is the same immeasurable lack of the power of independent thought among the young people who have passed through the State schools of New Zealand. (681, 32, 788, 119)
body-text: The payment of suitable men for the work offering in the country districts is referred to in the current issue of the Labour Department's Journal. (681, 1970, 788, 1999)
extradited-text: A young man named Campbell, who was arrested in Sydney on a charge of wife desertion, and whom it was difficult to extradite owing to the amplifier regulations, was brought up at the local Court on remand this morning. (795, 995, 897, 1046)
body-text: The Mahene arrived at Auckland from Sydney at 12.30 p.m. yesterday, leaving cargo lines for the mails, comprising English, Australian, and small American mails, to connect with the Main Trunk train arriving here to-day. (467, 601, 560, 659)
te-aro-brand: TE ARO HOUSE (69, 766, 192, 783)
te-aro-heading: WASHABLE FROCKS AND OVERALLS (21, 780, 240, 792)
body-text: A Press Association message from Hobart states that the Panama Exhibition Commissioners have departed. (681, 426, 788, 455)
te-aro-right-tag: VALUES ARE RIGHT! (177, 808, 246, 816)
weather-subtitle: DISTRICT REPORTS. (378, 819, 452, 828)
frock-item-text: DRILL FROCKS in Butcher Blue or Tussore, coloured ground. Trimmed Bulgarian Trimming. To fit child from two to eleven. You will like this style. (14, 497, 246, 513)
body-text: Sir James Mills, managing director of the Union Steam Ship Company, arrived by the Moana from Sydney yesterday. (467, 1798, 560, 1827)
body-text: You know what a demonstrating car is, don't you? It's a car a big motor firm keeps on hand in order to give demonstrations to intending customers, as their most modern model. (681, 1645, 788, 1689)
body-text: You know what a demonstrating car is, don't you? It's a car a big motor firm keeps on hand in order to give demonstrations to intending customers, as their most modern model. (567, 700, 674, 743)
frock-item-price: Special Prices, 2s. 6d., 3s. 3d., 3s. 11d. (119, 452, 246, 460)
frock-item-price: Price, 2s. 6d., 2s. 9d., to 4s. 6d. (144, 482, 246, 490)
body-text: You know what a demonstrating car is, don't you? It's a car a big motor firm keeps on hand in order to give demonstrations to intending customers, as their most modern model. (681, 2360, 788, 2404)
tobacco-company: G. AND C. ALDOUS, (273, 980, 342, 989)
body-text: This fact has been strongly emphasised by certain aspects of the present industrial upheaval. An education system which does not implant in the minds of the young a strong sense of moral responsibility, high ideals of citizenship, and the capacity of forming a reasonably just judgment, has failed in its main object—the building of character. (795, 1147, 897, 1220)
bishop-sub: THE CHRISTIAN LIFE AND THE WORLD'S WORK. (798, 470, 894, 487)
body-text: The Hon. H. D. Bell returned from Levin to-day. (681, 342, 788, 357)
kpure-sub: (Jam, Marmalade, Tomato Sauce, Canned Fruits, etc.). (257, 243, 358, 258)
frock-item-price: Prices, 5s. 6d., 6s. 11d. to 8s. 6d. (138, 543, 246, 551)
body-text: Dr. H. Watson, son of the eminent mental specialist of Edinburgh, and his wife are now staying at the Hotel Grand Central. (681, 2054, 788, 2083)
body-text: This fact has been strongly emphasised by certain aspects of the present industrial upheaval. An education system which does not implant in the minds of the young a strong sense of moral responsibility, high ideals of citizenship, and the capacity of forming a reasonably just judgment, has failed in its main object—the building of character. (467, 2320, 560, 2400)
news-column-4 (795, 32, 897, 1943)
body-text: Yesterday afternoon the Bishop of Wellington, the Right Rev. Dr. Sprott, administered confirmation to fifty candidates at St. Peter's Church, Willis Street. The church was occupied by many parents and friends of the candidates. (681, 590, 788, 641)
body-text: This fact has been strongly emphasised by certain aspects of the present industrial upheaval. An education system which does not implant in the minds of the young a strong sense of moral responsibility, high ideals of citizenship, and the capacity of forming a reasonably just judgment, has failed in its main object—the building of character. (681, 1069, 788, 1142)
hopeful-title: HOPEFUL SIGNS. (482, 1331, 545, 1340)
bulkeley-ad: BULKELEY AND DIDSBURY, DENTAL SURGEONS, 144 WILLIS STREET, WELLINGTON. Telephone No. 216. (257, 596, 358, 626)
column-rule (464, 357, 465, 1432)
insurance-footer: Full information can be obtained at JOHNSTON AND CO., LTD., CHIEF AGENTS AND ATTORNEYS, WELLINGTON. (14, 1060, 126, 1089)
body-text: Yesterday afternoon the Bishop of Wellington, the Right Rev. Dr. Sprott, administered confirmation to fifty candidates at St. Peter's Church, Willis Street. The church was occupied by many parents and friends of the candidates. (567, 2021, 674, 2071)
burned-text: William Perris, a single man, was burned to death at Sumner early this morning. Perris, who resided with his brother, Fred Perris, in Wakefield Avenue, was supposed to have come home about midnight. (795, 77, 897, 120)
